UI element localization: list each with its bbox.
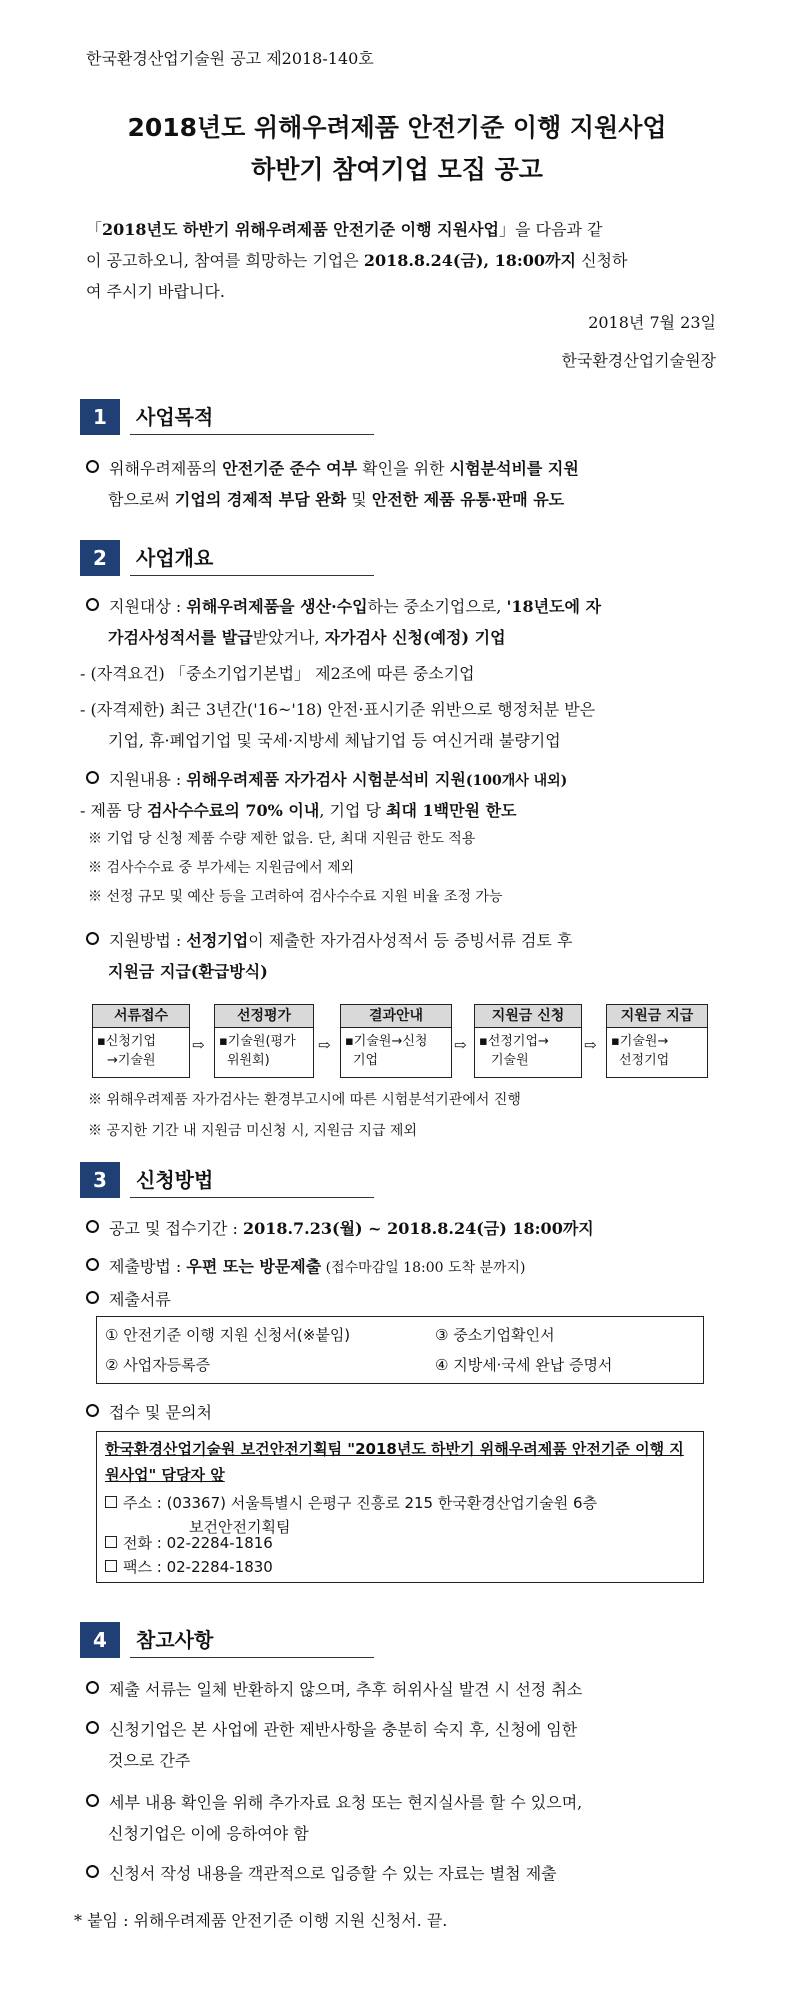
restriction-line-2: 기업, 휴·폐업기업 및 국세·지방세 체납기업 등 여신거래 불량기업 bbox=[108, 731, 561, 750]
note-3: ※ 선정 규모 및 예산 등을 고려하여 검사수수료 지원 비율 조정 가능 bbox=[88, 889, 503, 905]
bullet-circle-icon bbox=[86, 1404, 99, 1417]
flow-arrow-icon: ⇨ bbox=[318, 1036, 331, 1054]
support-content: 지원내용 : 위해우려제품 자가검사 시험분석비 지원(100개사 내외) bbox=[86, 764, 567, 797]
section-title: 참고사항 bbox=[136, 1628, 214, 1652]
doc-item: ② 사업자등록증 bbox=[105, 1356, 211, 1374]
required-docs-box bbox=[96, 1316, 704, 1384]
checkbox-square-icon bbox=[105, 1496, 117, 1508]
reference-2-cont: 것으로 간주 bbox=[108, 1751, 191, 1770]
target-line-2: 가검사성적서를 발급받았거나, 자가검사 신청(예정) 기업 bbox=[108, 628, 506, 647]
bullet-circle-icon bbox=[86, 932, 99, 945]
bullet-circle-icon bbox=[86, 771, 99, 784]
contact-box bbox=[96, 1431, 704, 1583]
bullet-circle-icon bbox=[86, 1721, 99, 1734]
page-subtitle: 하반기 참여기업 모집 공고 bbox=[251, 155, 543, 184]
bullet-circle-icon bbox=[86, 598, 99, 611]
note-5: ※ 공지한 기간 내 지원금 미신청 시, 지원금 지급 제외 bbox=[88, 1123, 417, 1139]
note-1: ※ 기업 당 신청 제품 수량 제한 없음. 단, 최대 지원금 한도 적용 bbox=[88, 831, 476, 847]
section-title: 신청방법 bbox=[136, 1168, 214, 1192]
bullet-circle-icon bbox=[86, 1794, 99, 1807]
flow-arrow-icon: ⇨ bbox=[454, 1036, 467, 1054]
flow-arrow-icon: ⇨ bbox=[192, 1036, 205, 1054]
page-title: 2018년도 위해우려제품 안전기준 이행 지원사업 bbox=[127, 113, 667, 142]
contact-phone: 전화 : 02-2284-1816 bbox=[105, 1530, 273, 1556]
doc-item: ① 안전기준 이행 지원 신청서(※붙임) bbox=[105, 1326, 351, 1344]
section-number-badge: 2 bbox=[80, 540, 120, 576]
bullet-circle-icon bbox=[86, 1865, 99, 1878]
section-title: 사업목적 bbox=[136, 405, 214, 429]
section-underline bbox=[130, 1657, 374, 1658]
section-underline bbox=[130, 434, 374, 435]
contact-label: 접수 및 문의처 bbox=[86, 1397, 212, 1428]
apply-method: 제출방법 : 우편 또는 방문제출 (접수마감일 18:00 도착 분까지) bbox=[86, 1251, 526, 1284]
docs-label: 제출서류 bbox=[86, 1284, 171, 1315]
section-number-badge: 1 bbox=[80, 399, 120, 435]
flow-step-4: 지원금 신청 ▪선정기업→ 기술원 bbox=[474, 1004, 582, 1078]
reference-4: 신청서 작성 내용을 객관적으로 입증할 수 있는 자료는 별첨 제출 bbox=[86, 1858, 557, 1889]
contact-fax: 팩스 : 02-2284-1830 bbox=[105, 1554, 273, 1580]
doc-item: ③ 중소기업확인서 bbox=[435, 1326, 555, 1344]
attachment-note: * 붙임 : 위해우려제품 안전기준 이행 지원 신청서. 끝. bbox=[74, 1911, 448, 1930]
intro-line-3: 여 주시기 바랍니다. bbox=[86, 282, 225, 301]
notice-date: 2018년 7월 23일 bbox=[588, 313, 716, 332]
section-underline bbox=[130, 1197, 374, 1198]
method-line-2: 지원금 지급(환급방식) bbox=[108, 962, 268, 981]
reference-1: 제출 서류는 일체 반환하지 않으며, 추후 허위사실 발견 시 선정 취소 bbox=[86, 1674, 582, 1705]
bullet-circle-icon bbox=[86, 1220, 99, 1233]
note-4: ※ 위해우려제품 자가검사는 환경부고시에 따른 시험분석기관에서 진행 bbox=[88, 1092, 521, 1108]
section-title: 사업개요 bbox=[136, 546, 214, 570]
bullet-circle-icon bbox=[86, 460, 99, 473]
restriction-line-1: - (자격제한) 최근 3년간('16~'18) 안전·표시기준 위반으로 행정처분 받은 bbox=[80, 700, 596, 719]
reference-2: 신청기업은 본 사업에 관한 제반사항을 충분히 숙지 후, 신청에 임한 bbox=[86, 1714, 577, 1745]
bullet-circle-icon bbox=[86, 1291, 99, 1304]
section-underline bbox=[130, 575, 374, 576]
note-2: ※ 검사수수료 중 부가세는 지원금에서 제외 bbox=[88, 860, 355, 876]
target-line-1: 지원대상 : 위해우려제품을 생산·수입하는 중소기업으로, '18년도에 자 bbox=[86, 591, 601, 622]
issuer: 한국환경산업기술원장 bbox=[561, 351, 716, 370]
reference-3-cont: 신청기업은 이에 응하여야 함 bbox=[108, 1824, 309, 1843]
method-line-1: 지원방법 : 선정기업이 제출한 자가검사성적서 등 증빙서류 검토 후 bbox=[86, 925, 572, 956]
bullet-circle-icon bbox=[86, 1681, 99, 1694]
notice-number: 한국환경산업기술원 공고 제2018-140호 bbox=[86, 49, 374, 68]
section-number-badge: 4 bbox=[80, 1622, 120, 1658]
support-detail: - 제품 당 검사수수료의 70% 이내, 기업 당 최대 1백만원 한도 bbox=[80, 801, 517, 820]
flow-arrow-icon: ⇨ bbox=[584, 1036, 597, 1054]
section-number-badge: 3 bbox=[80, 1162, 120, 1198]
flow-step-1: 서류접수 ▪신청기업 →기술원 bbox=[92, 1004, 190, 1078]
intro-line-1: 「2018년도 하반기 위해우려제품 안전기준 이행 지원사업」을 다음과 같 bbox=[86, 220, 603, 239]
contact-address-2: 보건안전기획팀 bbox=[189, 1518, 291, 1536]
flow-step-3: 결과안내 ▪기술원→신청 기업 bbox=[340, 1004, 452, 1078]
flow-step-5: 지원금 지급 ▪기술원→ 선정기업 bbox=[606, 1004, 708, 1078]
bullet-circle-icon bbox=[86, 1258, 99, 1271]
intro-line-2: 이 공고하오니, 참여를 희망하는 기업은 2018.8.24(금), 18:00까지 신청하 bbox=[86, 251, 628, 270]
qualification: - (자격요건) 「중소기업기본법」 제2조에 따른 중소기업 bbox=[80, 664, 475, 683]
checkbox-square-icon bbox=[105, 1560, 117, 1572]
reference-3: 세부 내용 확인을 위해 추가자료 요청 또는 현지실사를 할 수 있으며, bbox=[86, 1787, 582, 1818]
contact-address: 주소 : (03367) 서울특별시 은평구 진흥로 215 한국환경산업기술원 6층 bbox=[105, 1490, 597, 1516]
apply-period: 공고 및 접수기간 : 2018.7.23(월) ~ 2018.8.24(금) 18:00까지 bbox=[86, 1213, 594, 1244]
doc-item: ④ 지방세·국세 완납 증명서 bbox=[435, 1356, 613, 1374]
purpose-line-1: 위해우려제품의 안전기준 준수 여부 확인을 위한 시험분석비를 지원 bbox=[86, 453, 579, 484]
flow-step-2: 선정평가 ▪기술원(평가 위원회) bbox=[214, 1004, 314, 1078]
checkbox-square-icon bbox=[105, 1536, 117, 1548]
contact-heading: 한국환경산업기술원 보건안전기획팀 "2018년도 하반기 위해우려제품 안전기준 이행 지원사업" 담당자 앞 bbox=[105, 1440, 684, 1484]
purpose-line-2: 함으로써 기업의 경제적 부담 완화 및 안전한 제품 유통·판매 유도 bbox=[108, 490, 565, 509]
